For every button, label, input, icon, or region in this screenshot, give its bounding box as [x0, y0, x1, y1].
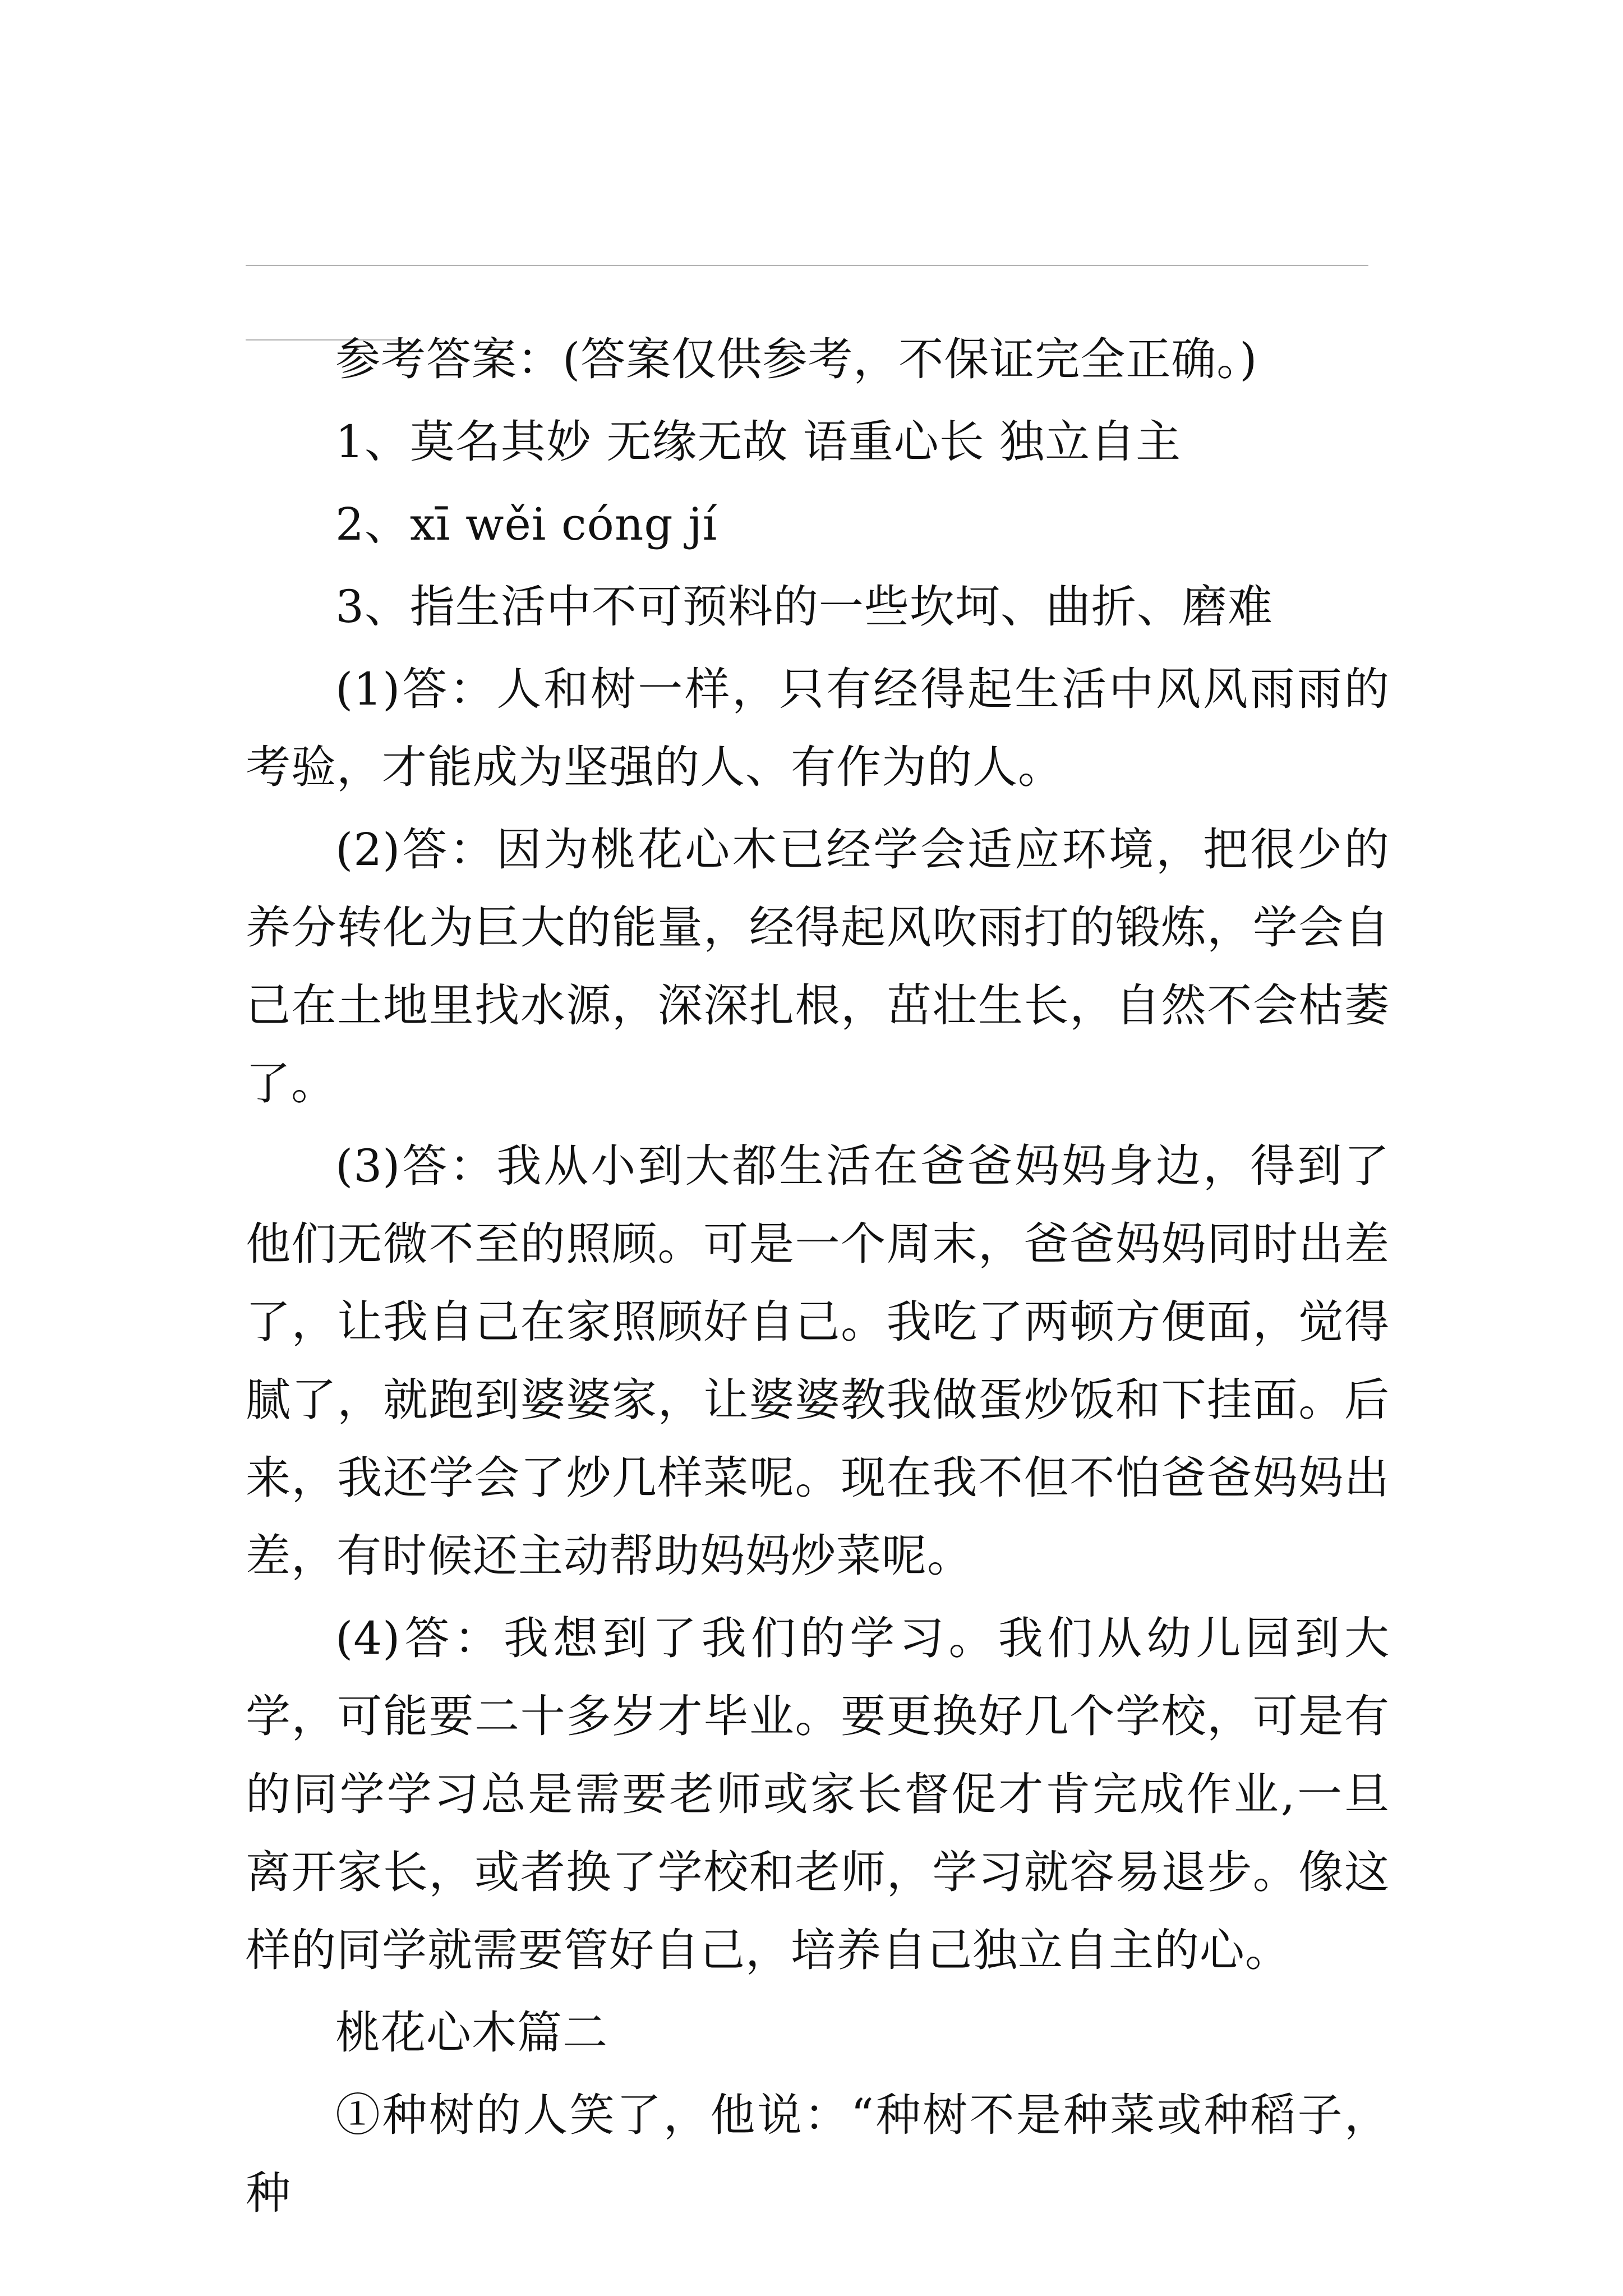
section-title: 桃花心木篇二	[335, 2007, 608, 2059]
answer-3-part-2: (2)答：因为桃花心木已经学会适应环境，把很少的养分转化为巨大的能量，经得起风吹雨打的锻炼，学会自己在土地里找水源，深深扎根，茁壮生长，自然不会枯萎了。	[246, 823, 1390, 1110]
answer-3-part-3: (3)答：我从小到大都生活在爸爸妈妈身边，得到了他们无微不至的照顾。可是一个周末，爸爸妈妈同时出差了，让我自己在家照顾好自己。我吃了两顿方便面，觉得腻了，就跑到婆婆家，让婆婆教我做蛋炒饭和下挂面。后来，我还学会了炒几样菜呢。现在我不但不怕爸爸妈妈出差，有时候还主动帮助妈妈炒菜呢。	[246, 1140, 1390, 1582]
document-body	[246, 320, 1390, 2232]
answer-1: 1、莫名其妙 无缘无故 语重心长 独立自主	[335, 416, 1182, 468]
answer-3-part-1: (1)答：人和树一样，只有经得起生活中风风雨雨的考验，才能成为坚强的人、有作为的人。	[246, 663, 1390, 793]
header-divider	[246, 265, 1368, 266]
answer-3: 3、指生活中不可预料的一些坎坷、曲折、磨难	[335, 581, 1273, 633]
answer-3-part-4: (4)答：我想到了我们的学习。我们从幼儿园到大学，可能要二十多岁才毕业。要更换好几个学校，可是有的同学学习总是需要老师或家长督促才肯完成作业,一旦离开家长，或者换了学校和老师，学习就容易退步。像这样的同学就需要管好自己，培养自己独立自主的心。	[246, 1612, 1390, 1976]
answer-2-pinyin: 2、xī wěi cóng jí	[335, 498, 718, 550]
section-paragraph-1: ①种树的人笑了，他说：“种树不是种菜或种稻子，种	[246, 2089, 1390, 2219]
answer-heading: 参考答案：(答案仅供参考，不保证完全正确。)	[335, 333, 1258, 385]
